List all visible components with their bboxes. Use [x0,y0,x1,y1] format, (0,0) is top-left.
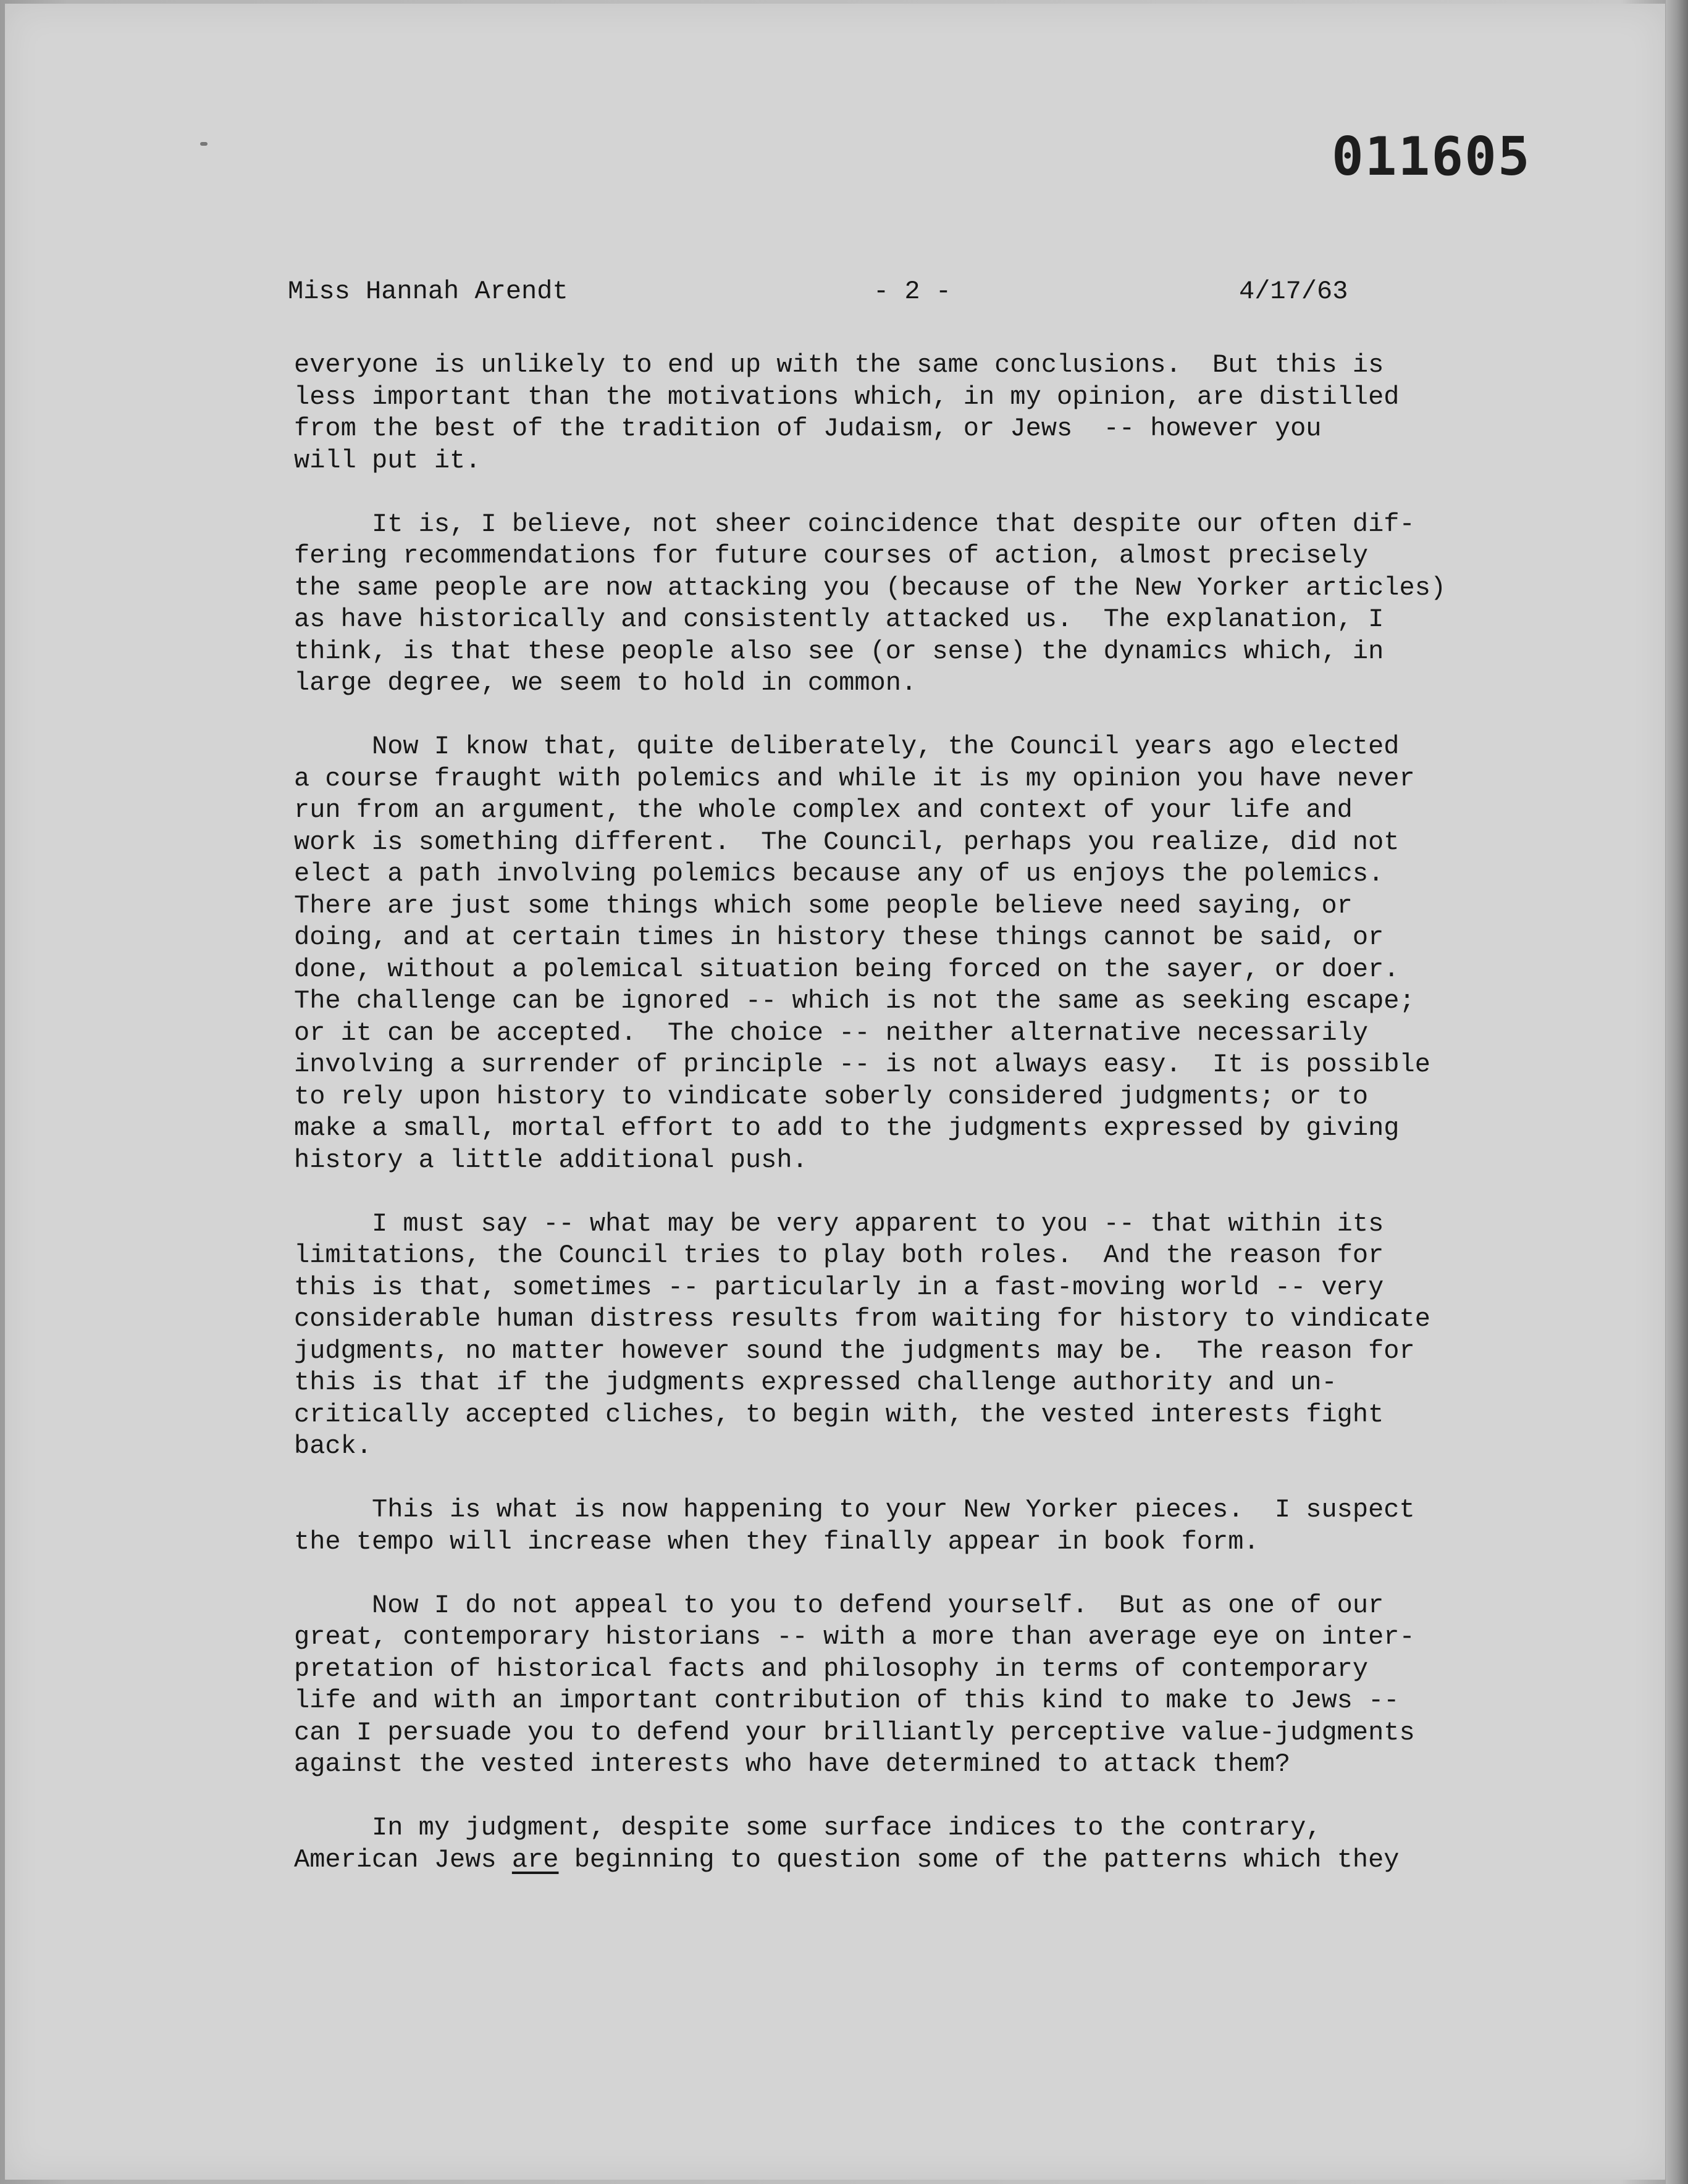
text-line: the tempo will increase when they finally appear in book form. [294,1526,1259,1557]
text-line: from the best of the tradition of Judaism, or Jews -- however you [294,414,1322,443]
paragraph-3 [294,731,1535,1176]
text-line: I must say -- what may be very apparent to you -- that within its [294,1208,1384,1239]
paragraph-6 [294,1590,1535,1781]
text-line: judgments, no matter however sound the judgments may be. The reason for [294,1336,1415,1366]
letter-header [288,277,1375,320]
text-line: the same people are now attacking you (because of the New Yorker articles) [294,572,1447,603]
line-start: American Jews [294,1844,512,1875]
text-line: make a small, mortal effort to add to the judgments expressed by giving [294,1113,1400,1143]
text-line: elect a path involving polemics because any of us enjoys the polemics. [294,859,1384,889]
header-date: 4/17/63 [1239,277,1348,306]
text-line: this is that, sometimes -- particularly in a fast-moving world -- very [294,1272,1384,1302]
text-line: The challenge can be ignored -- which is not the same as seeking escape; [294,986,1415,1016]
text-line: Now I know that, quite deliberately, the Council years ago elected [294,732,1400,761]
header-recipient: Miss Hannah Arendt [288,277,568,306]
text-line: life and with an important contribution of this kind to make to Jews -- [294,1686,1400,1715]
text-line: work is something different. The Council, perhaps you realize, did not [294,827,1400,857]
text-line: this is that if the judgments expressed challenge authority and un- [294,1368,1337,1397]
paragraph-5 [294,1494,1535,1558]
text-line: fering recommendations for future courses of action, almost precisely [294,541,1369,571]
scan-edge [1666,0,1688,2184]
text-line: a course fraught with polemics and while it is my opinion you have never [294,763,1415,793]
scan-speck [200,142,208,146]
paragraph-1 [294,349,1535,477]
text-line: back. [294,1431,372,1461]
text-line: everyone is unlikely to end up with the same conclusions. But this is [294,350,1384,380]
text-line: as have historically and consistently attacked us. The explanation, I [294,605,1384,634]
text-line: There are just some things which some people believe need saying, or [294,890,1353,921]
text-line: doing, and at certain times in history these things cannot be said, or [294,923,1384,952]
text-line: think, is that these people also see (or sense) the dynamics which, in [294,636,1384,666]
text-line: great, contemporary historians -- with a more than average eye on inter- [294,1622,1415,1652]
text-line: done, without a polemical situation being forced on the sayer, or doer. [294,954,1400,984]
paper-sheet [5,4,1665,2180]
text-line: limitations, the Council tries to play both roles. And the reason for [294,1241,1384,1270]
text-line: It is, I believe, not sheer coincidence that despite our often dif- [294,509,1415,539]
text-line: considerable human distress results from waiting for history to vindicate [294,1304,1430,1334]
archive-page-number: 011605 [1332,126,1531,188]
letter-body [294,349,1535,1908]
text-line: less important than the motivations which, in my opinion, are distilled [294,382,1400,412]
text-line: can I persuade you to defend your brilliantly perceptive value-judgments [294,1717,1415,1747]
text-line: large degree, we seem to hold in common. [294,668,917,698]
text-line: critically accepted cliches, to begin with, the vested interests fight [294,1399,1384,1429]
header-page-indicator: - 2 - [873,277,952,306]
underlined-word: are [511,1844,559,1875]
text-line: In my judgment, despite some surface indices to the contrary, [294,1813,1322,1843]
text-line-with-underline [294,1844,1535,1876]
text-line: to rely upon history to vindicate soberly considered judgments; or to [294,1081,1369,1111]
text-line: will put it. [294,445,481,475]
paragraph-4 [294,1208,1535,1463]
text-line: This is what is now happening to your New Yorker pieces. I suspect [294,1495,1415,1525]
text-line: against the vested interests who have determined to attack them? [294,1749,1291,1779]
paragraph-2 [294,509,1535,700]
text-line: Now I do not appeal to you to defend yourself. But as one of our [294,1590,1384,1620]
text-line: pretation of historical facts and philosophy in terms of contemporary [294,1654,1369,1684]
text-line: run from an argument, the whole complex and context of your life and [294,795,1353,825]
text-line: or it can be accepted. The choice -- neither alternative necessarily [294,1018,1369,1048]
line-rest: beginning to question some of the patterns which they [558,1844,1400,1875]
paragraph-7 [294,1812,1535,1876]
text-line: involving a surrender of principle -- is not always easy. It is possible [294,1050,1430,1079]
text-line: history a little additional push. [294,1145,808,1175]
